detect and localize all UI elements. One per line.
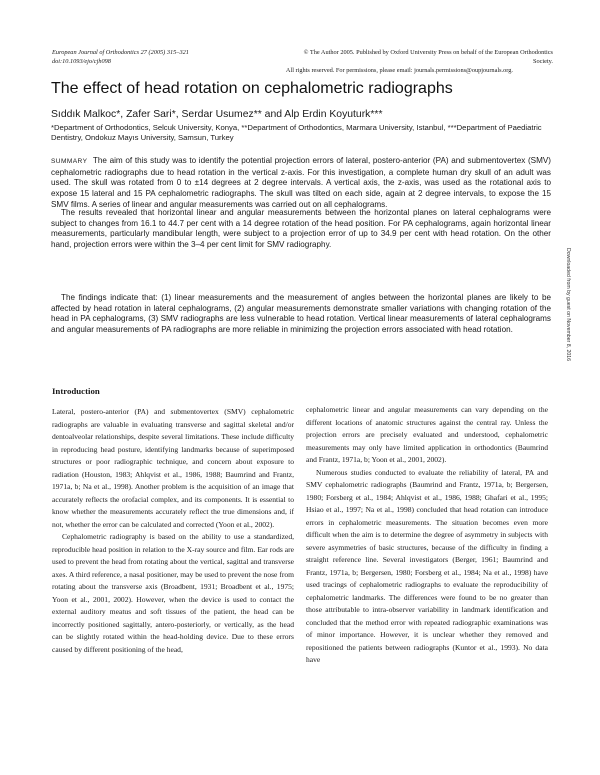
journal-citation [52, 48, 302, 66]
copyright-line-1: © The Author 2005. Published by Oxford University Press on behalf of the European Orthodontics Society. [303, 49, 553, 65]
abstract-paragraph-2: The results revealed that horizontal linear and angular measurements between the horizontal planes on lateral cephalograms were subject to changes from 16.1 to 44.7 per cent with a 14 degree rotation of the head position. For PA cephalograms, again horizontal linear measurements, particularly mandibular length, were subject to a projection error of up to 34.9 per cent with head rotation. On the other hand, projection errors were within the 3–4 per cent limit for SMV radiography. [51, 208, 551, 250]
journal-line-2: doi:10.1093/ejo/cjh098 [52, 58, 111, 65]
copyright-line-2: All rights reserved. For permissions, please email: journals.permissions@oupjournals.org. [285, 67, 513, 74]
right-paragraph-2: Numerous studies conducted to evaluate the reliability of lateral, PA and SMV cephalometric radiographs (Baumrind and Frantz, 1971a, b; Bergersen, 1980; Forsberg et al., 1984; Ahlqvist et al., 1986, 1988; Ghafari et al., 1995; Hsiao et al., 1997; Na et al., 1998) concluded that head rotation can introduce errors in cephalometric measurements. The situation becomes even more difficult when the aim is to determine the degree of asymmetry in subjects with severe asymmetries of basic structures, because of the difficulty in finding a straight reference line. Several investigators (Berger, 1961; Baumrind and Frantz, 1971a, b; Bergersen, 1980; Forsberg et al., 1984; Na et al., 1998) have used tracings of cephalometric radiographs to evaluate the reproducibility of cephalometric landmarks. The differences were found to be no greater than those attributable to intra-observer variability in landmark identification and concluded that the method error with repeated radiographic examinations was of minor importance. However, it is unclear whether they removed and repositioned the patients between radiographs (Kuntor et al., 1993). No data have [306, 467, 548, 664]
right-paragraph-1: cephalometric linear and angular measurements can vary depending on the different locations of anatomic structures against the central ray. Unless the projection errors are precisely evaluated and understood, cephalometric measurements may only have limited application in orthodontics (Baumrind and Frantz, 1971a, b; Yoon et al., 2001, 2002). [306, 405, 548, 464]
article-title: The effect of head rotation on cephalometric radiographs [51, 80, 453, 97]
copyright-notice [285, 48, 553, 75]
author-affiliations: *Department of Orthodontics, Selcuk University, Konya, **Department of Orthodontics, Marmara University, Istanbul, ***Department of Paediatric Dentistry, Ondokuz Mayıs University, Samsun, Turkey [51, 123, 542, 143]
abstract-paragraph-1 [51, 156, 551, 211]
left-paragraph-2: Cephalometric radiography is based on the ability to use a standardized, reproducible head position in relation to the X-ray source and film. Ear rods are used to prevent the head from rotating about the vertical, sagittal and transverse axes. A third reference, a nasal positioner, may be used to prevent the nose from rotating about the transverse axis (Broadbent, 1931; Broadbent et al., 1975; Yoon et al., 2001, 2002). However, when the device is used to contact the external auditory meatus and soft tissues of the patient, the head can be incorrectly positioned sagittally, antero-posteriorly, or vertically, as the head can be slightly rotated within the head-holding device. Due to these errors caused by different positioning of the head, [52, 532, 294, 654]
section-heading-introduction: Introduction [52, 386, 100, 396]
left-column [52, 406, 294, 656]
abstract-paragraph-3: The findings indicate that: (1) linear measurements and the measurement of angles between the horizontal planes are likely to be affected by head rotation in lateral cephalograms, (2) angular measurements demonstrate smaller variations with changing rotation of the head in PA cephalograms, (3) SMV radiographs are less vulnerable to head rotation. Vertical linear measurements of lateral cephalograms and angular measurements of PA radiographs are more reliable in minimizing the projection errors associated with head rotation. [51, 293, 551, 335]
left-paragraph-1: Lateral, postero-anterior (PA) and submentovertex (SMV) cephalometric radiographs are valuable in evaluating transverse and sagittal skeletal and/or dentoalveolar relationships, despite several limitations. These include difficulty in reproducing head posture, identifying landmarks because of superimposed structures or poor radiographic technique, and concern about exposure to radiation (Houston, 1983; Ahlqvist et al., 1986, 1988; Baumrind and Frantz, 1971a, b; Na et al., 1998). Another problem is the acquisition of an image that accurately reflects the orofacial complex, and its components. It is essential to know whether the measurements accurately reflect the true dimensions and, if not, whether the error can be calculated and corrected (Yoon et al., 2002). [52, 407, 294, 529]
journal-line-1: European Journal of Orthodontics 27 (2005) 315–321 [52, 49, 189, 56]
abstract-label: SUMMARY [51, 158, 88, 165]
author-list: Sıddık Malkoc*, Zafer Sari*, Serdar Usumez** and Alp Erdin Koyuturk*** [51, 109, 383, 120]
download-side-note: Downloaded from by guest on November 8, 2016 [565, 248, 571, 362]
abstract-text-1: The aim of this study was to identify the potential projection errors of lateral, postero-anterior (PA) and submentovertex (SMV) cephalometric radiographs due to head rotation in the vertical z-axis. For this investigation, a complete human dry skull of an adult was used. The skull was rotated from 0 to ±14 degrees at 2 degree intervals. A vertical axis, the z-axis, was used as the rotational axis to expose 15 lateral and 15 PA cephalometric radiographs. The skull was tilted on each side, again at 2 degree intervals, to expose the 15 SMV films. A series of linear and angular measurements was carried out on all cephalograms. [51, 156, 551, 209]
right-column [306, 404, 548, 667]
